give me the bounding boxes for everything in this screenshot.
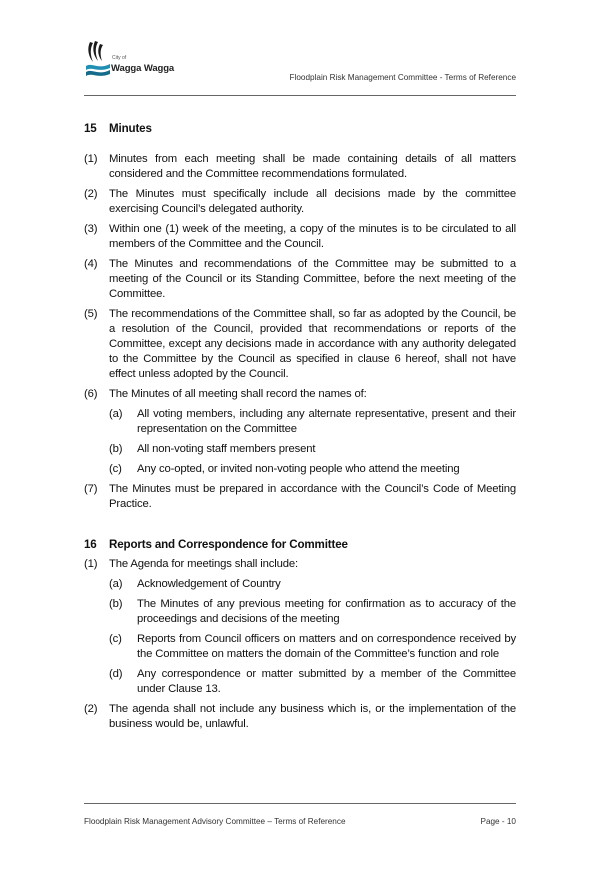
clause-item: [84, 387, 516, 402]
subclause-text: All voting members, including any alternate representative, present and their representation on the Committee: [137, 408, 516, 435]
clause-item: [84, 187, 516, 217]
subclause-text: Reports from Council officers on matters and on correspondence received by the Committee on matters the domain of the Committee’s function and role: [137, 633, 516, 660]
subclause-letter: (b): [109, 598, 123, 610]
subclause-text: All non-voting staff members present: [137, 443, 316, 455]
clause-number: (1): [84, 558, 98, 570]
subclause-item: [109, 632, 516, 662]
clause-number: (3): [84, 223, 98, 235]
clause-item: [84, 557, 516, 572]
subclause-item: [109, 442, 516, 457]
clause-text: Minutes from each meeting shall be made containing details of all matters considered and the Committee recommendations formulated.: [109, 153, 516, 180]
logo-emblem-icon: [84, 40, 112, 80]
city-logo: [84, 40, 194, 84]
footer-rule: [84, 803, 516, 804]
document-body: [84, 121, 516, 732]
clause-number: (1): [84, 153, 98, 165]
section-title: Reports and Correspondence for Committee: [109, 538, 348, 551]
clause-item: [84, 257, 516, 302]
logo-small-text: City of: [112, 55, 127, 61]
subclause-letter: (c): [109, 463, 122, 475]
clause-number: (2): [84, 188, 98, 200]
header-title: Floodplain Risk Management Committee - Terms of Reference: [289, 73, 516, 82]
section-title: Minutes: [109, 122, 152, 135]
clause-item: [84, 222, 516, 252]
clause-text: The Minutes of all meeting shall record the names of:: [109, 388, 367, 400]
subclause-text: Any correspondence or matter submitted by a member of the Committee under Clause 13.: [137, 668, 516, 695]
clause-text: The agenda shall not include any business which is, or the implementation of the business would be, unlawful.: [109, 703, 516, 730]
subclause-item: [109, 577, 516, 592]
subclause-letter: (a): [109, 578, 123, 590]
page-number: Page - 10: [480, 817, 516, 826]
subclause-letter: (d): [109, 668, 123, 680]
clause-text: The Minutes must be prepared in accordance with the Council’s Code of Meeting Practice.: [109, 483, 516, 510]
subclause-text: Any co-opted, or invited non-voting people who attend the meeting: [137, 463, 460, 475]
section-16-heading: [84, 537, 516, 553]
subclause-letter: (a): [109, 408, 123, 420]
header-rule: [84, 95, 516, 96]
clause-text: The Minutes must specifically include all decisions made by the committee exercising Council’s delegated authority.: [109, 188, 516, 215]
clause-text: Within one (1) week of the meeting, a copy of the minutes is to be circulated to all members of the Committee and the Council.: [109, 223, 516, 250]
footer-title: Floodplain Risk Management Advisory Committee – Terms of Reference: [84, 817, 346, 826]
clause-item: [84, 152, 516, 182]
clause-number: (5): [84, 308, 98, 320]
clause-text: The recommendations of the Committee shall, so far as adopted by the Council, be a resolution of the Council, provided that recommendations or reports of the Committee, except any decisions made in accordance with any authority delegated to the Committee by the Council as specified in clause 6 hereof, shall not have effect unless adopted by the Council.: [109, 308, 516, 380]
clause-item: [84, 702, 516, 732]
clause-text: The Minutes and recommendations of the Committee may be submitted to a meeting of the Council or its Standing Committee, before the next meeting of the Committee.: [109, 258, 516, 300]
section-number: 16: [84, 538, 97, 551]
clause-number: (6): [84, 388, 98, 400]
subclause-item: [109, 407, 516, 437]
section-number: 15: [84, 122, 97, 135]
subclause-item: [109, 462, 516, 477]
clause-number: (7): [84, 483, 98, 495]
subclause-letter: (c): [109, 633, 122, 645]
section-15-heading: [84, 121, 516, 137]
clause-item: [84, 482, 516, 512]
subclause-item: [109, 597, 516, 627]
clause-text: The Agenda for meetings shall include:: [109, 558, 298, 570]
clause-item: [84, 307, 516, 382]
subclause-letter: (b): [109, 443, 123, 455]
subclause-item: [109, 667, 516, 697]
clause-number: (2): [84, 703, 98, 715]
logo-name: Wagga Wagga: [111, 63, 175, 74]
subclause-text: Acknowledgement of Country: [137, 578, 281, 590]
clause-number: (4): [84, 258, 98, 270]
subclause-text: The Minutes of any previous meeting for confirmation as to accuracy of the proceedings and decisions of the meeting: [137, 598, 516, 625]
